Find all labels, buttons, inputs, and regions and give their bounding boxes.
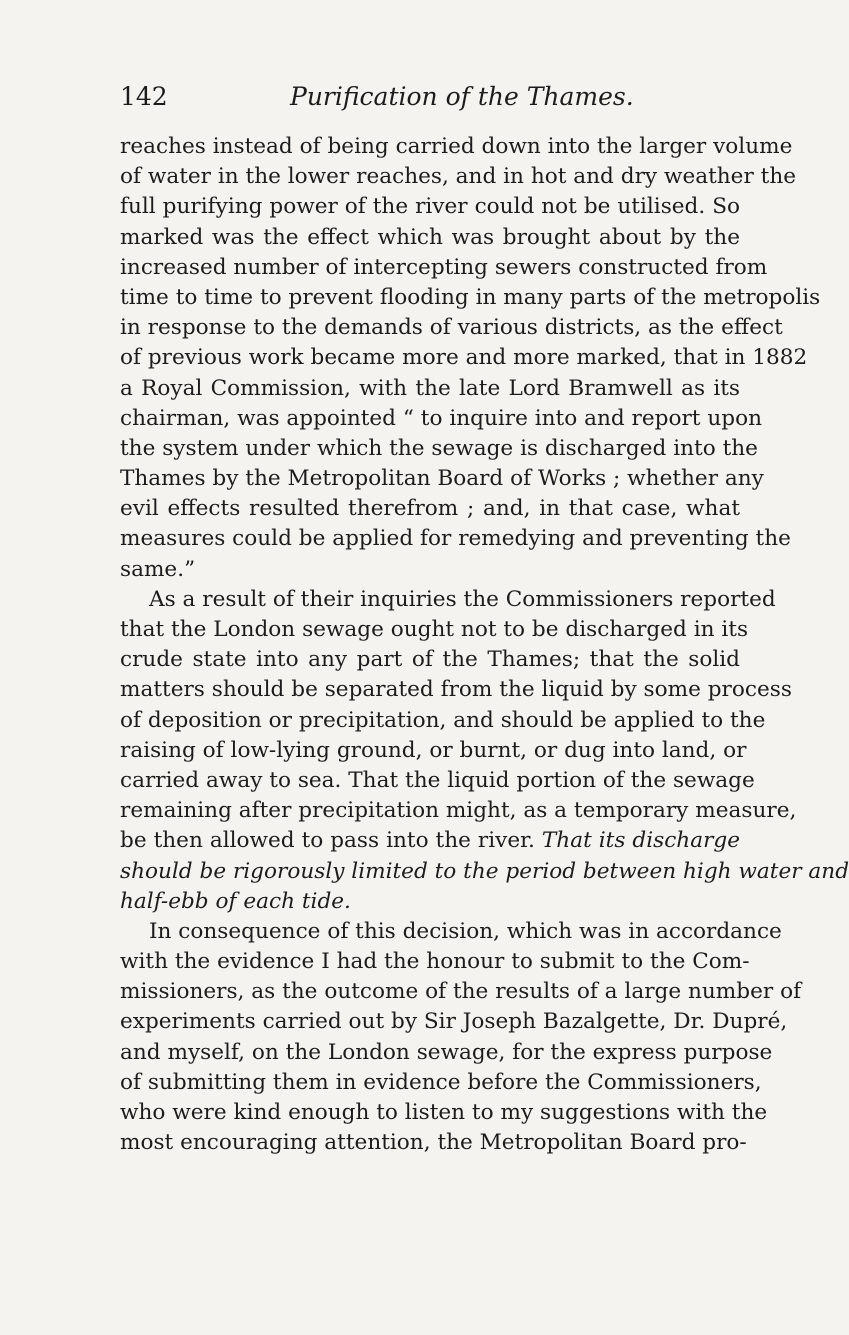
text-line-mixed — [120, 826, 740, 856]
text-line: raising of low-lying ground, or burnt, or dug into land, or — [120, 737, 747, 763]
text-line: Thames by the Metropolitan Board of Works ; whether any — [120, 466, 764, 492]
text-line: reaches instead of being carried down into the larger volume — [120, 134, 793, 159]
text-line: of water in the lower reaches, and in hot and dry weather the — [120, 164, 797, 190]
text-line: In consequence of this decision, which was in accordance — [149, 918, 782, 944]
text-line: matters should be separated from the liquid by some process — [120, 677, 792, 703]
text-line: in response to the demands of various districts, as the effect — [120, 315, 783, 341]
text-line: crude state into any part of the Thames; that the solid — [120, 647, 740, 673]
italic-text-segment: That its discharge — [541, 828, 740, 854]
text-line: most encouraging attention, the Metropolitan Board pro- — [120, 1130, 747, 1156]
text-line: of previous work became more and more marked, that in 1882 — [120, 345, 808, 371]
text-line: remaining after precipitation might, as a temporary measure, — [120, 798, 797, 824]
page-number: 142 — [120, 82, 168, 111]
text-line: measures could be applied for remedying and preventing the — [120, 526, 791, 552]
text-line: with the evidence I had the honour to submit to the Com- — [120, 949, 750, 975]
text-line: chairman, was appointed “ to inquire into and report upon — [120, 405, 762, 431]
italic-text-line: should be rigorously limited to the period between high water and — [120, 858, 849, 884]
text-line: who were kind enough to listen to my suggestions with the — [120, 1100, 768, 1125]
text-line: carried away to sea. That the liquid portion of the sewage — [120, 767, 755, 793]
italic-text-line: half-ebb of each tide. — [120, 888, 351, 914]
text-line: marked was the effect which was brought about by the — [120, 224, 740, 250]
body-text — [120, 132, 849, 1158]
text-line: and myself, on the London sewage, for the express purpose — [120, 1039, 773, 1065]
text-line: that the London sewage ought not to be discharged in its — [120, 617, 749, 642]
text-line: of submitting them in evidence before the Commissioners, — [120, 1069, 762, 1095]
text-line: As a result of their inquiries the Commissioners reported — [149, 586, 776, 612]
text-line: missioners, as the outcome of the results of a large number of — [120, 979, 802, 1005]
text-line: time to time to prevent flooding in many parts of the metropolis — [120, 284, 821, 310]
text-line: same.” — [120, 556, 196, 582]
text-line: a Royal Commission, with the late Lord Bramwell as its — [120, 375, 740, 401]
text-line: of deposition or precipitation, and should be applied to the — [120, 707, 766, 733]
text-line: the system under which the sewage is discharged into the — [120, 435, 758, 461]
text-line: full purifying power of the river could not be utilised. So — [120, 194, 740, 220]
text-line: evil effects resulted therefrom ; and, in that case, what — [120, 496, 740, 522]
text-segment: be then allowed to pass into the river. — [120, 828, 535, 854]
text-line: increased number of intercepting sewers constructed from — [120, 254, 768, 280]
page-header — [120, 82, 740, 112]
running-title: Purification of the Thames. — [290, 82, 634, 111]
text-line: experiments carried out by Sir Joseph Bazalgette, Dr. Dupré, — [120, 1009, 788, 1035]
